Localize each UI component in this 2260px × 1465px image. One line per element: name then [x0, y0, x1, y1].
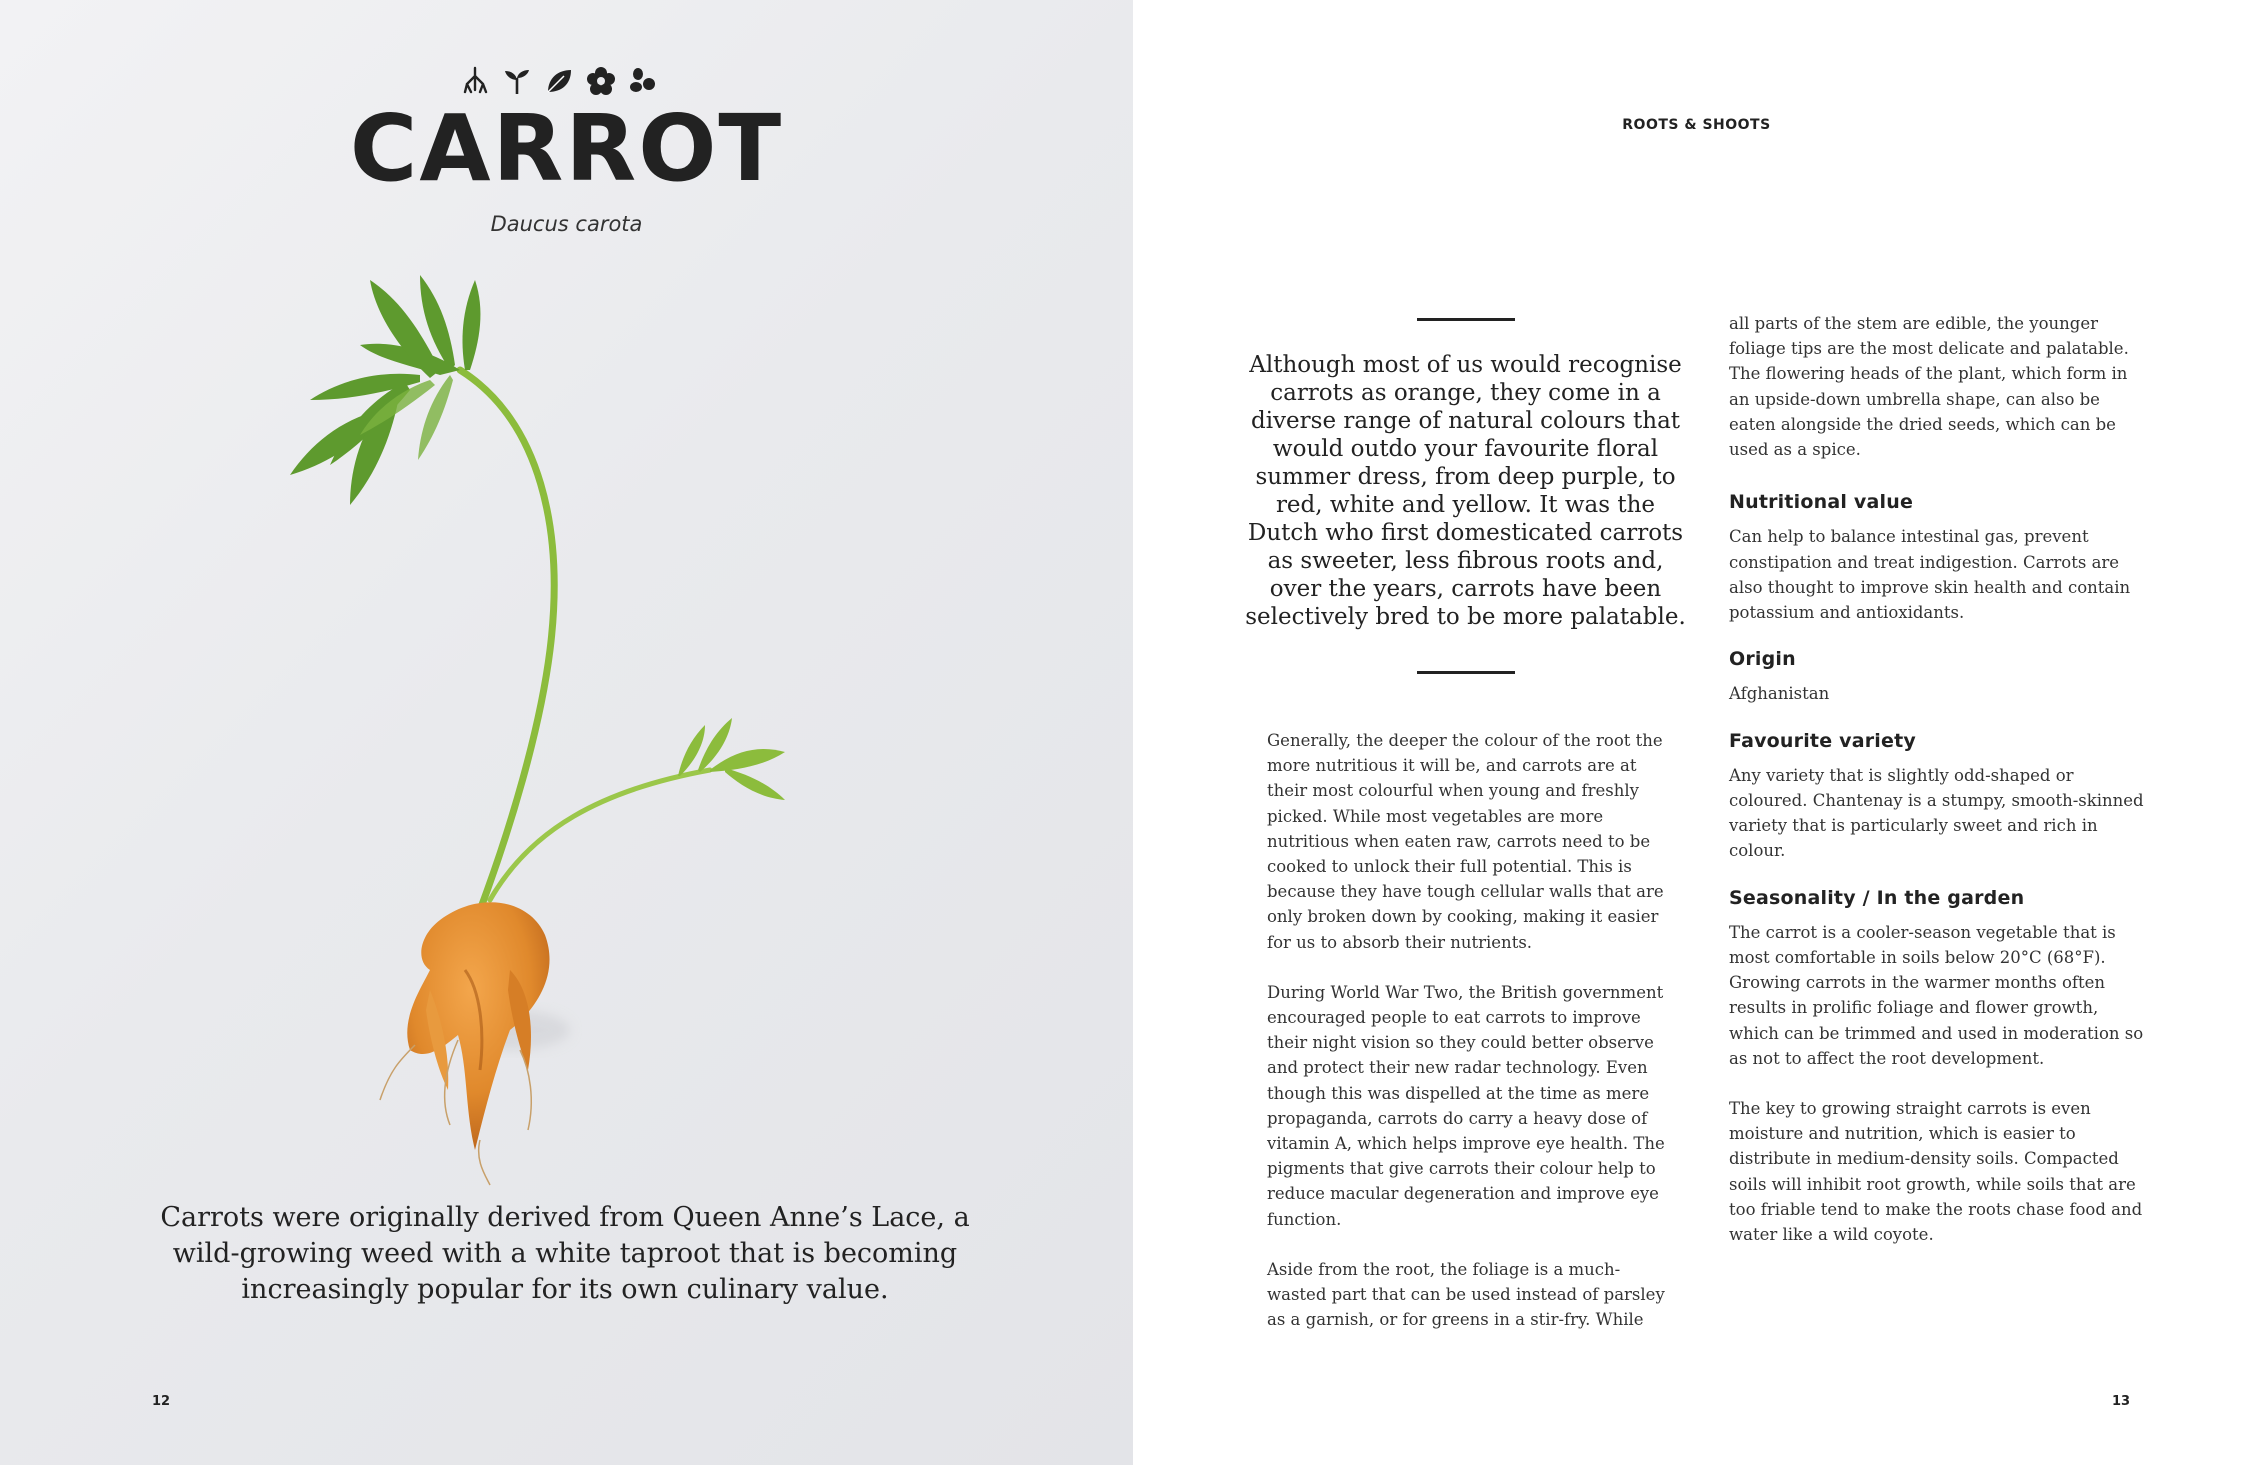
body-paragraph: Aside from the root, the foliage is a much-wasted part that can be used instead of parsley as a garnish, or for greens in a stir-fry. While — [1267, 1259, 1665, 1330]
photo-caption: Carrots were originally derived from Queen Anne’s Lace, a wild-growing weed with a white taproot that is becoming increasingly popular for its own culinary value. — [160, 1202, 970, 1305]
variety-heading: Favourite variety — [1729, 729, 1916, 752]
body-column — [1267, 728, 1677, 1357]
sprout-icon — [502, 66, 532, 96]
pullquote-rule-top — [1417, 318, 1515, 321]
nutritional-heading: Nutritional value — [1729, 491, 1914, 514]
leaf-icon — [544, 66, 574, 96]
seeds-icon — [628, 66, 658, 96]
page-title: CARROT — [349, 95, 784, 202]
variety-text: Any variety that is slightly odd-shaped or coloured. Chantenay is a stumpy, smooth-skinned variety that is particularly sweet and rich in colour. — [1729, 765, 2144, 861]
season-heading: Seasonality / In the garden — [1729, 886, 2025, 909]
carrot-photo — [280, 270, 900, 1190]
flower-icon — [586, 66, 616, 96]
right-page — [1133, 0, 2260, 1465]
page-number-left: 12 — [152, 1394, 171, 1409]
pullquote: Although most of us would recognise carrots as orange, they come in a diverse range of natural colours that would outdo your favourite floral summer dress, from deep purple, to red, white and yellow. It was the Dutch who first domesticated carrots as sweeter, less fibrous roots and, over the years, carrots have been selectively bred to be more palatable. — [1245, 352, 1686, 630]
pullquote-rule-bottom — [1417, 671, 1515, 674]
running-head: ROOTS & SHOOTS — [1622, 117, 1771, 133]
body-paragraph: Generally, the deeper the colour of the root the more nutritious it will be, and carrots are at their most colourful when young and freshly picked. While most vegetables are more nutritious when eaten raw, carrots need to be cooked to unlock their full potential. This is because they have tough cellular walls that are only broken down by cooking, making it easier for us to absorb their nutrients. — [1267, 731, 1664, 952]
side-column — [1729, 311, 2149, 1247]
origin-text: Afghanistan — [1729, 684, 1830, 704]
season-text: The key to growing straight carrots is even moisture and nutrition, which is easier to distribute in medium-density soils. Compacted soils will inhibit root growth, while soils that are too friable tend to make the roots chase food and water like a wild coyote. — [1729, 1099, 2143, 1245]
body-paragraph: During World War Two, the British government encouraged people to eat carrots to improve their night vision so they could better observe and protect their new radar technology. Even though this was dispelled at the time as mere propaganda, carrots do carry a heavy dose of vitamin A, which helps improve eye health. The pigments that give carrots their colour help to reduce macular degeneration and improve eye function. — [1267, 982, 1665, 1229]
side-intro: all parts of the stem are edible, the younger foliage tips are the most delicate and palatable. The flowering heads of the plant, which form in an upside-down umbrella shape, can also be eaten alongside the dried seeds, which can be used as a spice. — [1729, 314, 2129, 460]
season-text: The carrot is a cooler-season vegetable that is most comfortable in soils below 20°C (68°F). Growing carrots in the warmer months often results in prolific foliage and flower growth, which can be trimmed and used in moderation so as not to affect the root development. — [1729, 922, 2144, 1068]
latin-name: Daucus carota — [490, 212, 643, 236]
nutritional-text: Can help to balance intestinal gas, prevent constipation and treat indigestion. Carrots are also thought to improve skin health and contain potassium and antioxidants. — [1729, 527, 2131, 623]
origin-heading: Origin — [1729, 648, 1796, 671]
category-icons — [460, 64, 680, 98]
root-icon — [460, 66, 490, 96]
page-number-right: 13 — [2112, 1394, 2131, 1409]
